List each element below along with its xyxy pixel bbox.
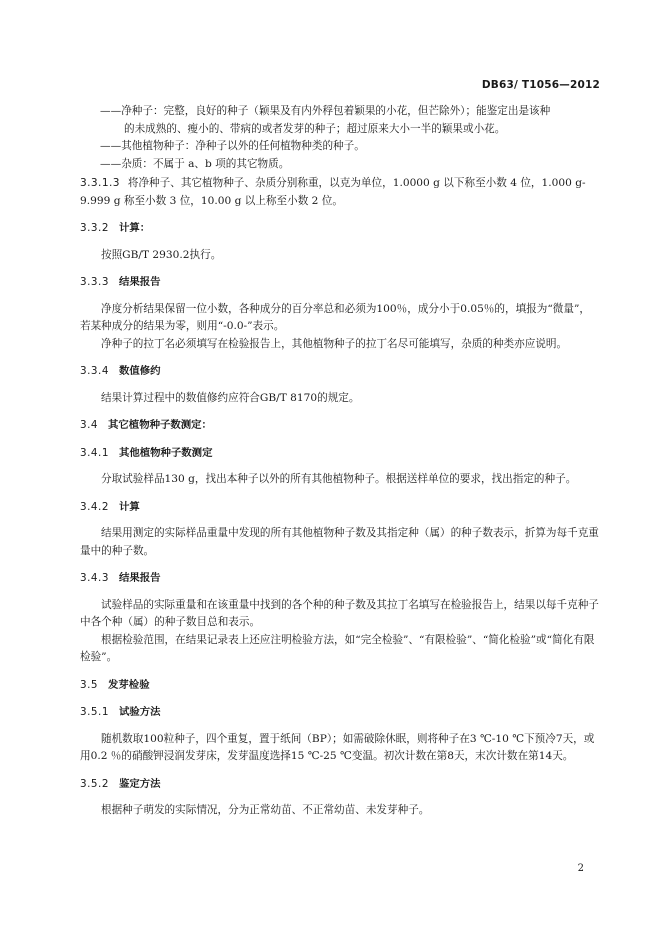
section-heading <box>80 417 600 435</box>
section-number: 3.4 <box>80 419 99 431</box>
section-heading <box>80 220 600 238</box>
body-text <box>80 103 600 820</box>
paragraph: 根据种子萌发的实际情况，分为正常幼苗、不正常幼苗、未发芽种子。 <box>101 804 430 816</box>
clause-text: 将净种子、其它植物种子、杂质分别称重，以克为单位，1.0000 g 以下称至小数 4 位，1.000 g-9.999 g 称至小数 3 位，10.00 g 以上称至小数 2 位。 <box>80 177 586 207</box>
paragraph: 净度分析结果保留一位小数，各种成分的百分率总和必须为100％，成分小于0.05％的，填报为“微量”，若某种成分的结果为零，则用“-0.0-”表示。 <box>80 302 590 332</box>
list-item-continuation: 的未成熟的、瘦小的、带病的或者发芽的种子；超过原来大小一半的颖果或小花。 <box>124 122 506 135</box>
section-number: 3.3.2 <box>80 222 109 234</box>
section-number: 3.4.3 <box>80 572 109 584</box>
section-heading <box>80 704 600 722</box>
section-heading <box>80 677 600 695</box>
section-number: 3.5.2 <box>80 777 109 790</box>
section-number: 3.4.2 <box>80 500 109 513</box>
section-number: 3.3.4 <box>80 365 109 377</box>
section-title: 计算 <box>118 500 140 513</box>
clause-3-3-1-3 <box>80 175 600 210</box>
paragraph: 分取试验样品130 g，找出本种子以外的所有其他植物种子。根据送样单位的要求，找出指定的种子。 <box>101 473 577 485</box>
section-title: 其他植物种子数测定 <box>118 446 213 459</box>
section-title: 计算： <box>118 222 151 234</box>
paragraph: 试验样品的实际重量和在该重量中找到的各个种的种子数及其拉丁名填写在检验报告上，结果以每千克种子中各个种（属）的种子数目总和表示。 <box>80 598 599 628</box>
section-number: 3.3.3 <box>80 276 109 288</box>
paragraph: 按照GB/T 2930.2执行。 <box>101 248 222 261</box>
section-title: 试验方法 <box>118 706 161 718</box>
section-title: 其它植物种子数测定： <box>108 419 212 431</box>
section-number: 3.4.1 <box>80 446 109 459</box>
clause-number: 3.3.1.3 <box>80 177 120 189</box>
section-heading <box>80 776 600 794</box>
section-number: 3.5 <box>80 678 99 691</box>
section-title: 结果报告 <box>118 572 161 584</box>
section-number: 3.5.1 <box>80 706 109 718</box>
section-heading <box>80 570 600 588</box>
section-heading <box>80 445 600 463</box>
paragraph: 净种子的拉丁名必须填写在检验报告上，其他植物种子的拉丁名尽可能填写，杂质的种类亦应说明。 <box>101 337 568 350</box>
section-heading <box>80 499 600 517</box>
paragraph: 根据检验范围，在结果记录表上还应注明检验方法，如“完全检验”、“有限检验”、“简化检验”或“简化有限检验”。 <box>80 633 595 663</box>
section-heading <box>80 274 600 292</box>
section-title: 发芽检验 <box>108 678 150 691</box>
section-title: 鉴定方法 <box>118 777 161 790</box>
paragraph: 结果用测定的实际样品重量中发现的所有其他植物种子数及其指定种（属）的种子数表示，折算为每千克重量中的种子数。 <box>80 527 599 557</box>
list-item: ——杂质：不属于 a、b 项的其它物质。 <box>100 157 290 170</box>
list-item: ——净种子：完整，良好的种子（颖果及有内外稃包着颖果的小花，但芒除外）；能鉴定出是该种 <box>100 105 551 117</box>
standard-code: DB63/ T1056—2012 <box>481 79 600 91</box>
paragraph: 结果计算过程中的数值修约应符合GB/T 8170的规定。 <box>101 391 360 404</box>
section-title: 结果报告 <box>118 276 161 288</box>
section-heading <box>80 363 600 381</box>
page-number: 2 <box>577 863 584 874</box>
list-item: ——其他植物种子：净种子以外的任何植物种类的种子。 <box>100 140 365 152</box>
paragraph: 随机数取100粒种子，四个重复，置于纸间（BP）；如需破除休眠，则将种子在3 ℃-10 ℃下预冷7天，或用0.2 ％的硝酸钾浸润发芽床，发芽温度选择15 ℃-25 ℃变温。初次计数在第8天，末次计数在第14天。 <box>80 732 595 762</box>
section-title: 数值修约 <box>118 365 161 377</box>
